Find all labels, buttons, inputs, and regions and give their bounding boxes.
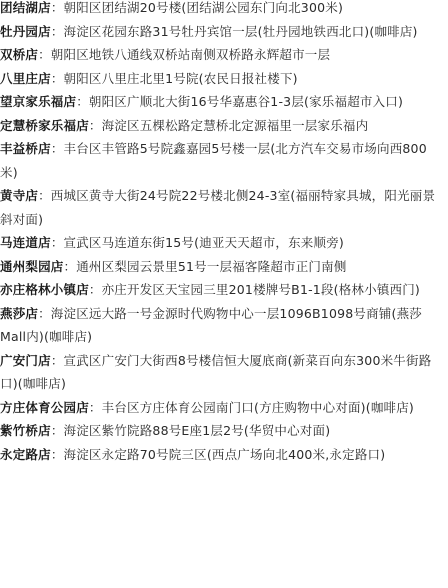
store-address: ：海淀区花园东路31号牡丹宾馆一层(牡丹园地铁西北口)(咖啡店) (50, 23, 418, 39)
store-name: 八里庄店 (0, 70, 51, 86)
store-name: 紫竹桥店 (0, 423, 51, 438)
list-item (0, 0, 443, 20)
store-address: ：西城区黄寺大街24号院22号楼北侧24-3室(福丽特家具城，阳光丽景斜对面) (0, 188, 436, 227)
store-name: 亦庄格林小镇店 (0, 282, 89, 297)
store-name: 通州梨园店 (0, 258, 64, 274)
store-name: 方庄体育公园店 (0, 399, 89, 415)
list-item (0, 184, 443, 231)
list-item (0, 20, 443, 44)
store-address: ：海淀区永定路70号院三区(西点广场向北400米,永定路口) (50, 446, 386, 462)
store-address: ：海淀区远大路一号金源时代购物中心一层1096B1098号商铺(燕莎Mall内)(咖啡店) (0, 305, 422, 344)
store-address: ：海淀区五棵松路定慧桥北定源福里一层家乐福内 (88, 117, 369, 133)
store-address: ：朝阳区广顺北大街16号华嘉惠谷1-3层(家乐福超市入口) (76, 94, 404, 109)
list-item (0, 137, 443, 184)
list-item (0, 349, 443, 396)
store-name: 马连道店 (0, 235, 51, 250)
list-item (0, 396, 443, 420)
store-address: ：宣武区广安门大街西8号楼信恒大厦底商(新菜百向东300米牛街路口)(咖啡店) (0, 352, 432, 391)
store-name: 团结湖店 (0, 0, 51, 15)
store-name: 定慧桥家乐福店 (0, 117, 89, 133)
store-address: ：朝阳区地铁八通线双桥站南侧双桥路永辉超市一层 (38, 47, 331, 62)
store-name: 双桥店 (0, 47, 39, 62)
list-item (0, 114, 443, 138)
list-item (0, 90, 443, 114)
store-address: ：宣武区马连道东街15号(迪亚天天超市，东来顺旁) (50, 235, 344, 250)
store-address: ：通州区梨园云景里51号一层福客隆超市正门南侧 (63, 258, 347, 274)
list-item (0, 67, 443, 91)
list-item (0, 443, 443, 467)
store-address: ：丰台区方庄体育公园南门口(方庄购物中心对面)(咖啡店) (88, 399, 415, 415)
store-address: ：丰台区丰管路5号院鑫嘉园5号楼一层(北方汽车交易市场向西800米) (0, 141, 427, 180)
store-address: ：亦庄开发区天宝园三里201楼牌号B1-1段(格林小镇西门) (88, 282, 421, 297)
store-name: 广安门店 (0, 352, 51, 368)
list-item (0, 231, 443, 255)
list-item (0, 278, 443, 302)
list-item (0, 255, 443, 279)
store-name: 牡丹园店 (0, 23, 51, 39)
list-item (0, 302, 443, 349)
list-item (0, 419, 443, 443)
store-name: 丰益桥店 (0, 141, 51, 156)
store-address: ：朝阳区团结湖20号楼(团结湖公园东门向北300米) (50, 0, 344, 15)
store-name: 燕莎店 (0, 305, 39, 321)
store-name: 永定路店 (0, 446, 51, 462)
store-name: 望京家乐福店 (0, 94, 77, 109)
store-address: ：海淀区紫竹院路88号E座1层2号(华贸中心对面) (50, 423, 331, 438)
store-address: ：朝阳区八里庄北里1号院(农民日报社楼下) (50, 70, 298, 86)
list-item (0, 43, 443, 67)
store-name: 黄寺店 (0, 188, 39, 203)
